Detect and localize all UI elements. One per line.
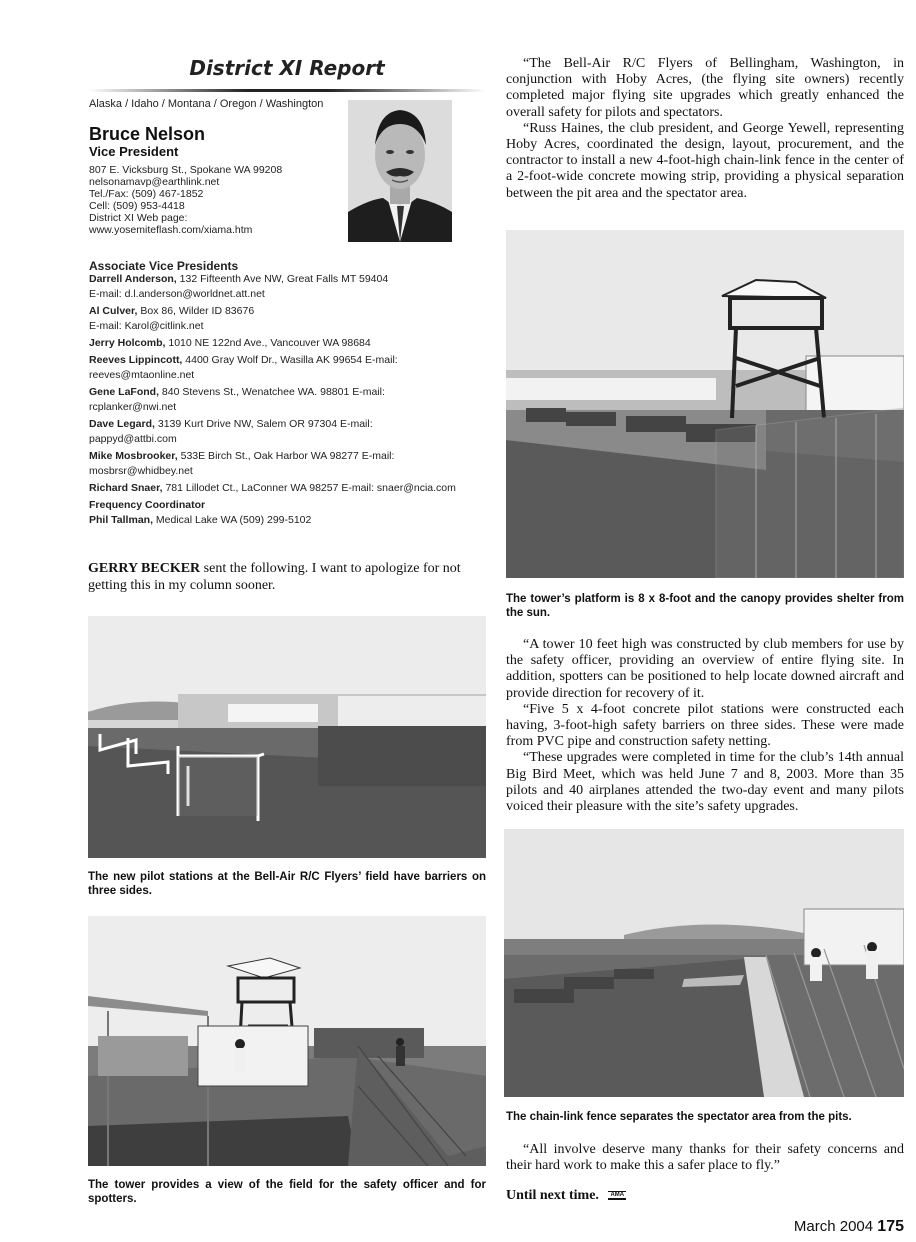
frequency-heading: Frequency Coordinator bbox=[89, 499, 206, 511]
intro-text: sent the following. I want to apologize for not getting this in my column sooner. bbox=[88, 561, 461, 593]
vp-web-url[interactable]: www.yosemiteflash.com/xiama.htm bbox=[89, 224, 253, 236]
associate-info: 132 Fifteenth Ave NW, Great Falls MT 59404 bbox=[176, 273, 389, 285]
fence-caption: The chain-link fence separates the spectator area from the pits. bbox=[506, 1111, 852, 1123]
ama-logo: AMA bbox=[610, 1192, 625, 1199]
frequency-info: Medical Lake WA (509) 299-5102 bbox=[152, 514, 312, 526]
associate-entry bbox=[89, 272, 489, 302]
associate-name: Mike Mosbrooker, bbox=[89, 450, 178, 462]
associate-email[interactable]: reeves@mtaonline.net bbox=[89, 369, 195, 381]
tower-view-caption: The tower provides a view of the field for the safety officer and for spotters. bbox=[88, 1179, 486, 1205]
associate-vps bbox=[89, 259, 489, 498]
associate-email[interactable]: mosbrsr@whidbey.net bbox=[89, 465, 193, 477]
associate-entry bbox=[89, 481, 489, 496]
vp-title: Vice President bbox=[89, 144, 179, 159]
article-paragraph: “Five 5 x 4-foot concrete pilot stations were constructed each having, 3-foot-high safety barriers on three sides. These were made from PVC pipe and construction safety netting. bbox=[506, 701, 904, 750]
associate-info: 533E Birch St., Oak Harbor WA 98277 E-mail: bbox=[177, 450, 395, 462]
associate-name: Reeves Lippincott, bbox=[89, 354, 183, 366]
district-states: Alaska / Idaho / Montana / Oregon / Washington bbox=[89, 98, 324, 110]
associate-entry bbox=[89, 417, 489, 447]
associate-email[interactable]: E-mail: Karol@citlink.net bbox=[89, 320, 204, 332]
vp-name: Bruce Nelson bbox=[89, 124, 206, 144]
associate-email[interactable]: rcplanker@nwi.net bbox=[89, 401, 177, 413]
title-rule bbox=[88, 89, 486, 92]
vp-contact bbox=[89, 164, 282, 236]
article-paragraph: “A tower 10 feet high was constructed by club members for use by the safety officer, providing an overview of entire flying site. In addition, spotters can be positioned to help locate downed aircraft and provide direction for recovery of it. bbox=[506, 637, 904, 701]
frequency-name: Phil Tallman, bbox=[89, 514, 153, 526]
vp-address: 807 E. Vicksburg St., Spokane WA 99208 bbox=[89, 164, 283, 176]
associates-heading: Associate Vice Presidents bbox=[89, 259, 239, 273]
page-number: 175 bbox=[877, 1218, 904, 1235]
signoff bbox=[506, 1188, 626, 1204]
footer-date: March 2004 bbox=[793, 1218, 874, 1235]
associate-entry bbox=[89, 449, 489, 479]
intro-lead: GERRY BECKER bbox=[88, 561, 201, 576]
frequency-coordinator bbox=[89, 498, 489, 528]
article-paragraph: “The Bell-Air R/C Flyers of Bellingham, Washington, in conjunction with Hoby Acres, (the flying site owners) recently completed major flying site upgrades which greatly enhanced the overall safety for pilots and spectators. bbox=[506, 56, 904, 120]
article-middle bbox=[506, 637, 904, 815]
associate-info: 4400 Gray Wolf Dr., Wasilla AK 99654 E-mail: bbox=[182, 354, 398, 366]
associate-name: Jerry Holcomb, bbox=[89, 337, 166, 349]
article-top bbox=[506, 56, 904, 202]
associate-name: Dave Legard, bbox=[89, 418, 155, 430]
associate-name: Al Culver, bbox=[89, 305, 138, 317]
associate-entry bbox=[89, 353, 489, 383]
article-paragraph: “These upgrades were completed in time for the club’s 14th annual Big Bird Meet, which was held June 7 and 8, 2003. More than 35 pilots and 40 airplanes attended the two-day event and many pilots voiced their pleasure with the site’s safety upgrades. bbox=[506, 750, 904, 815]
tower-view-photo bbox=[88, 916, 486, 1166]
associate-info: 840 Stevens St., Wenatchee WA. 98801 E-mail: bbox=[159, 386, 385, 398]
associate-name: Richard Snaer, bbox=[89, 482, 163, 494]
column-title: District XI Report bbox=[189, 56, 385, 80]
associate-email[interactable]: E-mail: d.l.anderson@worldnet.att.net bbox=[89, 288, 265, 300]
associate-name: Gene LaFond, bbox=[89, 386, 160, 398]
platform-caption: The tower’s platform is 8 x 8-foot and the canopy provides shelter from the sun. bbox=[506, 593, 904, 619]
pilot-stations-photo bbox=[88, 616, 486, 858]
associate-entry bbox=[89, 304, 489, 334]
intro-paragraph bbox=[88, 560, 488, 594]
stations-caption: The new pilot stations at the Bell-Air R/C Flyers’ field have barriers on three sides. bbox=[88, 871, 486, 897]
tower-platform-photo bbox=[506, 230, 904, 578]
page-footer bbox=[794, 1218, 904, 1236]
article-paragraph: “Russ Haines, the club president, and George Yewell, representing Hoby Acres, coordinated the design, layout, procurement, and the contractor to install a new 4-foot-high chain-link fence in the center of a 2-foot-wide concrete mowing strip, providing a physical separation between the pit area and the spectator area. bbox=[506, 120, 904, 201]
article-paragraph: “All involve deserve many thanks for their safety concerns and their hard work to make this a safer place to fly.” bbox=[506, 1142, 904, 1174]
vp-cell: Cell: (509) 953-4418 bbox=[89, 200, 185, 212]
associate-email[interactable]: pappyd@attbi.com bbox=[89, 433, 177, 445]
associate-info: 3139 Kurt Drive NW, Salem OR 97304 E-mail: bbox=[154, 418, 373, 430]
associate-info: Box 86, Wilder ID 83676 bbox=[137, 305, 255, 317]
associate-entry bbox=[89, 336, 489, 351]
associate-entry bbox=[89, 385, 489, 415]
vp-portrait bbox=[348, 100, 452, 242]
associate-name: Darrell Anderson, bbox=[89, 273, 177, 285]
vp-email[interactable]: nelsonamavp@earthlink.net bbox=[89, 176, 220, 188]
associate-info: 781 Lillodet Ct., LaConner WA 98257 E-mail: snaer@ncia.com bbox=[162, 482, 456, 494]
vp-web-label: District XI Web page: bbox=[89, 212, 188, 224]
associate-info: 1010 NE 122nd Ave., Vancouver WA 98684 bbox=[165, 337, 371, 349]
article-bottom bbox=[506, 1142, 904, 1174]
vp-phone: Tel./Fax: (509) 467-1852 bbox=[89, 188, 204, 200]
fence-photo bbox=[504, 829, 904, 1097]
signoff-text: Until next time. bbox=[506, 1188, 599, 1203]
